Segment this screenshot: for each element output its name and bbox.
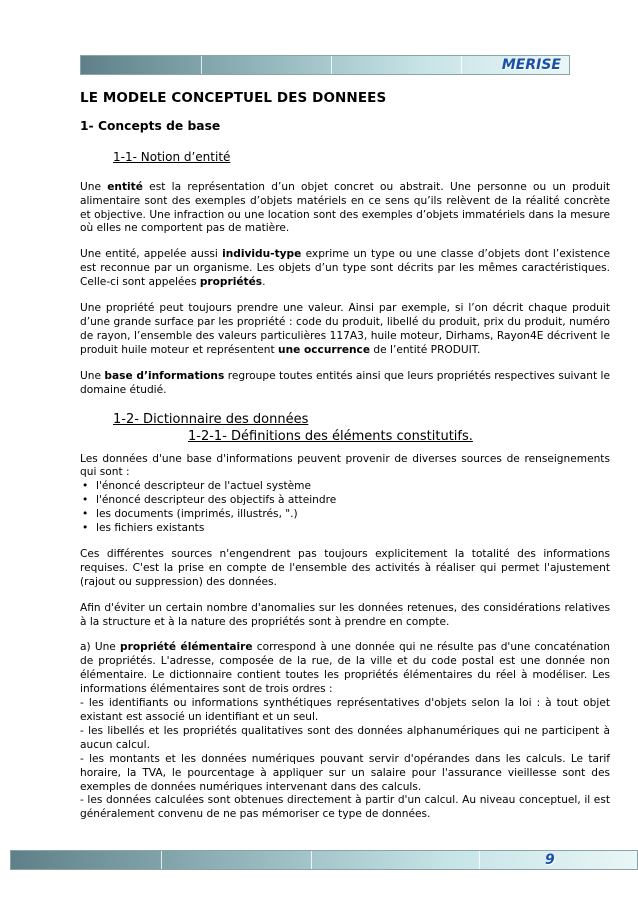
band-divider <box>479 851 480 869</box>
header-band <box>80 55 570 75</box>
paragraph-entite: Une entité est la représentation d’un objet concret ou abstrait. Une personne ou un produit alimentaire sont des exemples d’objets matériels en ce sens qu’ils relèvent de la réalité concrète et objective. Une infraction ou une location sont des exemples d’objets immatériels dans la mesure où elles ne comportent pas de matière. <box>80 180 610 235</box>
page-number: 9 <box>545 852 555 868</box>
footer-band <box>10 850 638 870</box>
band-divider <box>161 851 162 869</box>
document-body <box>80 88 610 822</box>
list-item: - les libellés et les propriétés qualitatives sont des données alphanumériques qui ne participent à aucun calcul. <box>80 724 610 751</box>
paragraph-ajustement: Ces différentes sources n'engendrent pas toujours explicitement la totalité des informations requises. C'est la prise en compte de l'ensemble des activités à réaliser qui permet l'ajustement (rajout ou suppression) des données. <box>80 547 610 588</box>
list-item: - les identifiants ou informations synthétiques représentatives d'objets selon la loi : à tout objet existant est associé un identifiant et un seul. <box>80 697 610 723</box>
band-divider <box>461 56 462 74</box>
subsection-heading: 1-2- Dictionnaire des données <box>113 411 309 427</box>
list-item: • les fichiers existants <box>80 522 610 536</box>
paragraph-propriete-elementaire: a) Une propriété élémentaire correspond à une donnée qui ne résulte pas d'une concaténation de propriétés. L'adresse, composée de la rue, de la ville et du code postal est une donnée non élémentaire. Le dictionnaire contient toutes les propriétés élémentaires du réel à modéliser. Les informations élémentaires sont de trois ordres : <box>80 641 610 696</box>
subsubsection-heading: 1-2-1- Définitions des éléments constitutifs. <box>188 428 473 444</box>
list-item: • les documents (imprimés, illustrés, ".) <box>80 508 610 522</box>
list-item: • l'énoncé descripteur de l'actuel système <box>80 480 610 494</box>
list-item: • l'énoncé descripteur des objectifs à atteindre <box>80 494 610 508</box>
band-divider <box>331 56 332 74</box>
header-label: MERISE <box>501 57 561 73</box>
list-item: - les données calculées sont obtenues directement à partir d'un calcul. Au niveau conceptuel, il est généralement convenu de ne pas mémoriser ce type de données. <box>80 794 610 821</box>
section-heading: 1- Concepts de base <box>80 118 221 133</box>
subsection-heading: 1-1- Notion d’entité <box>113 149 231 164</box>
sources-list <box>80 480 610 536</box>
band-divider <box>201 56 202 74</box>
paragraph-anomalies: Afin d'éviter un certain nombre d'anomalies sur les données retenues, des considérations relatives à la structure et à la nature des propriétés sont à prendre en compte. <box>80 601 610 628</box>
paragraph-base-informations: Une base d’informations regroupe toutes entités ainsi que leurs propriétés respectives suivant le domaine étudié. <box>80 369 611 396</box>
page-title: LE MODELE CONCEPTUEL DES DONNEES <box>80 90 387 106</box>
list-item: - les montants et les données numériques pouvant servir d'opérandes dans les calculs. Le tarif horaire, la TVA, le pourcentage à appliquer sur un salaire pour l'assurance vieillesse sont des exemples de données numériques intervenant dans des calculs. <box>80 752 610 793</box>
paragraph-sources: Les données d'une base d'informations peuvent provenir de diverses sources de renseignements qui sont : <box>80 452 610 479</box>
band-divider <box>311 851 312 869</box>
paragraph-individu-type: Une entité, appelée aussi individu-type exprime un type ou une classe d’objets dont l’existence est reconnue par un organisme. Les objets d’un type sont décrits par les mêmes caractéristiques. Celle-ci sont appelées propriétés. <box>80 248 610 289</box>
paragraph-propriete: Une propriété peut toujours prendre une valeur. Ainsi par exemple, si l’on décrit chaque produit d’une grande surface par les propriété : code du produit, libellé du produit, prix du produit, numéro de rayon, l’ensemble des valeurs particulières 117A3, huile moteur, Dirhams, Rayon4E décrivent le produit huile moteur et représentent une occurrence de l’entité PRODUIT. <box>80 302 610 356</box>
